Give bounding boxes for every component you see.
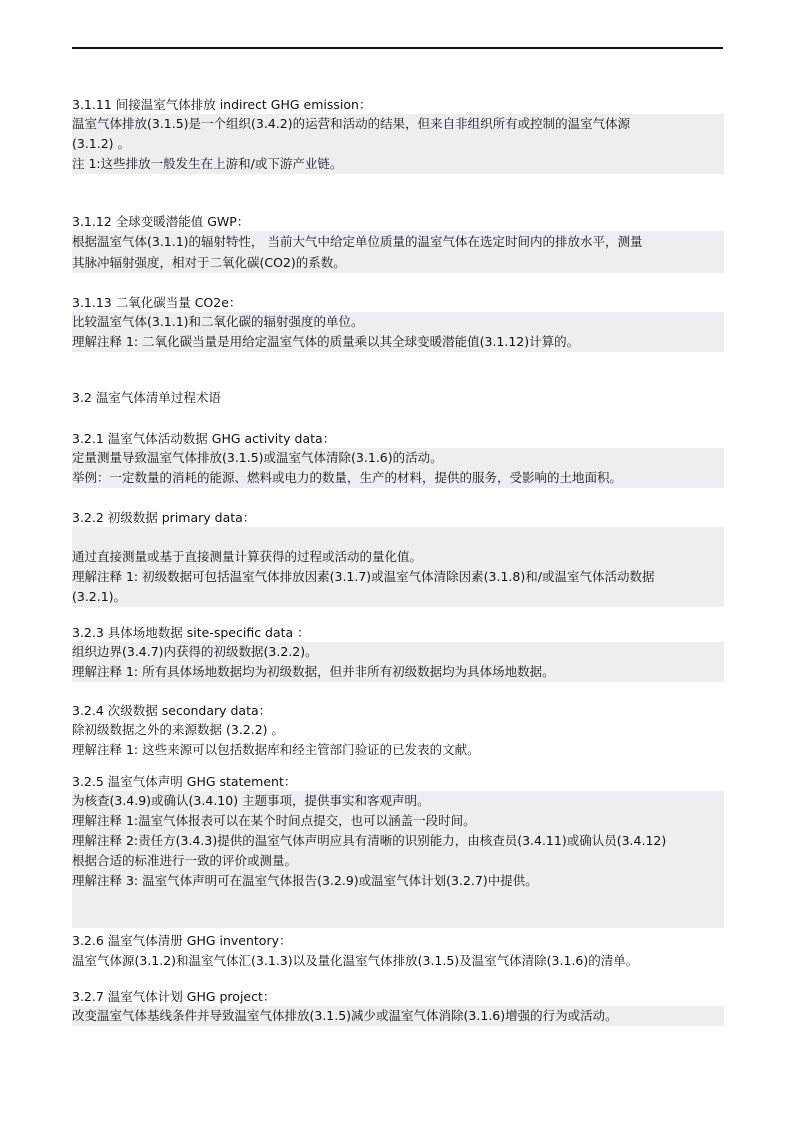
body-line: 其脉冲辐射强度，相对于二氧化碳(CO2)的系数。 [72,255,346,270]
section-3-2-2 [72,508,724,607]
body-line: 理解注释 1: 初级数据可包括温室气体排放因素(3.1.7)或温室气体清除因素(3.1.8)和/或温室气体活动数据 [72,569,655,584]
section-3-1-12 [72,212,724,273]
body-line: (3.2.1)。 [72,589,127,604]
body-line: 理解注释 1:温室气体报表可以在某个时间点提交，也可以涵盖一段时间。 [72,813,476,828]
body-line: 改变温室气体基线条件并导致温室气体排放(3.1.5)减少或温室气体消除(3.1.6)增强的行为或活动。 [72,1008,618,1023]
section-3-2-1 [72,429,724,488]
section-heading: 3.2.5 温室气体声明 GHG statement： [72,774,297,789]
section-heading: 3.1.12 全球变暖潜能值 GWP： [72,214,250,229]
body-line: 组织边界(3.4.7)内获得的初级数据(3.2.2)。 [72,644,318,659]
section-body [72,231,724,273]
body-line [72,891,724,911]
header-rule [72,47,723,49]
section-body [72,791,724,928]
section-3-2-6 [72,931,724,971]
section-3-1-13 [72,293,724,352]
body-line: 定量测量导致温室气体排放(3.1.5)或温室气体清除(3.1.6)的活动。 [72,450,443,465]
section-heading: 3.2.3 具体场地数据 site-specific data ： [72,625,310,640]
body-line: 比较温室气体(3.1.1)和二氧化碳的辐射强度的单位。 [72,314,364,329]
body-line: 根据温室气体(3.1.1)的辐射特性， 当前大气中给定单位质量的温室气体在选定时间内的排放水平，测量 [72,234,643,249]
body-line: (3.1.2) 。 [72,136,131,151]
section-body [72,312,724,352]
body-line: 除初级数据之外的来源数据 (3.2.2) 。 [72,722,285,737]
body-line: 为核查(3.4.9)或确认(3.4.10) 主题事项，提供事实和客观声明。 [72,793,430,808]
body-line: 举例：一定数量的消耗的能源、燃料或电力的数量，生产的材料，提供的服务，受影响的土地面积。 [72,470,623,485]
section-heading: 3.1.13 二氧化碳当量 CO2e： [72,295,242,310]
section-body [72,1006,724,1026]
body-line: 理解注释 1: 这些来源可以包括数据库和经主管部门验证的已发表的文献。 [72,742,480,757]
body-line: 温室气体排放(3.1.5)是一个组织(3.4.2)的运营和活动的结果，但来自非组织所有或控制的温室气体源 [72,116,631,131]
body-line: 理解注释 1: 二氧化碳当量是用给定温室气体的质量乘以其全球变暖潜能值(3.1.12)计算的。 [72,334,580,349]
section-heading: 3.1.11 间接温室气体排放 indirect GHG emission： [72,97,372,112]
body-line: 理解注释 2:责任方(3.4.3)提供的温室气体声明应具有清晰的识别能力，由核查员(3.4.11)或确认员(3.4.12) [72,833,667,848]
section-3-2-7 [72,987,724,1026]
section-body [72,642,724,682]
body-line: 注 1:这些排放一般发生在上游和/或下游产业链。 [72,156,343,171]
section-3-2 [72,388,724,407]
section-body [72,950,724,971]
body-line: 温室气体源(3.1.2)和温室气体汇(3.1.3)以及量化温室气体排放(3.1.5)及温室气体清除(3.1.6)的清单。 [72,953,639,968]
section-heading: 3.2.2 初级数据 primary data： [72,510,256,525]
section-3-2-3 [72,623,724,682]
section-heading: 3.2.1 温室气体活动数据 GHG activity data： [72,431,336,446]
body-line: 通过直接测量或基于直接测量计算获得的过程或活动的量化值。 [72,549,423,564]
section-heading: 3.2.6 温室气体清册 GHG inventory： [72,933,292,948]
section-body [72,720,724,760]
section-body [72,527,724,607]
body-line: 根据合适的标准进行一致的评价或测量。 [72,853,298,868]
body-line: 理解注释 3: 温室气体声明可在温室气体报告(3.2.9)或温室气体计划(3.2.7)中提供。 [72,873,538,888]
section-3-2-4 [72,701,724,760]
section-heading: 3.2 温室气体清单过程术语 [72,390,221,405]
body-line [72,911,724,931]
section-heading: 3.2.4 次级数据 secondary data： [72,703,272,718]
section-body [72,448,724,488]
section-body [72,114,724,174]
body-line: 理解注释 1: 所有具体场地数据均为初级数据，但并非所有初级数据均为具体场地数据。 [72,664,555,679]
section-3-2-5 [72,772,724,928]
body-line [72,527,724,547]
section-heading: 3.2.7 温室气体计划 GHG project： [72,989,276,1004]
section-3-1-11 [72,95,724,174]
